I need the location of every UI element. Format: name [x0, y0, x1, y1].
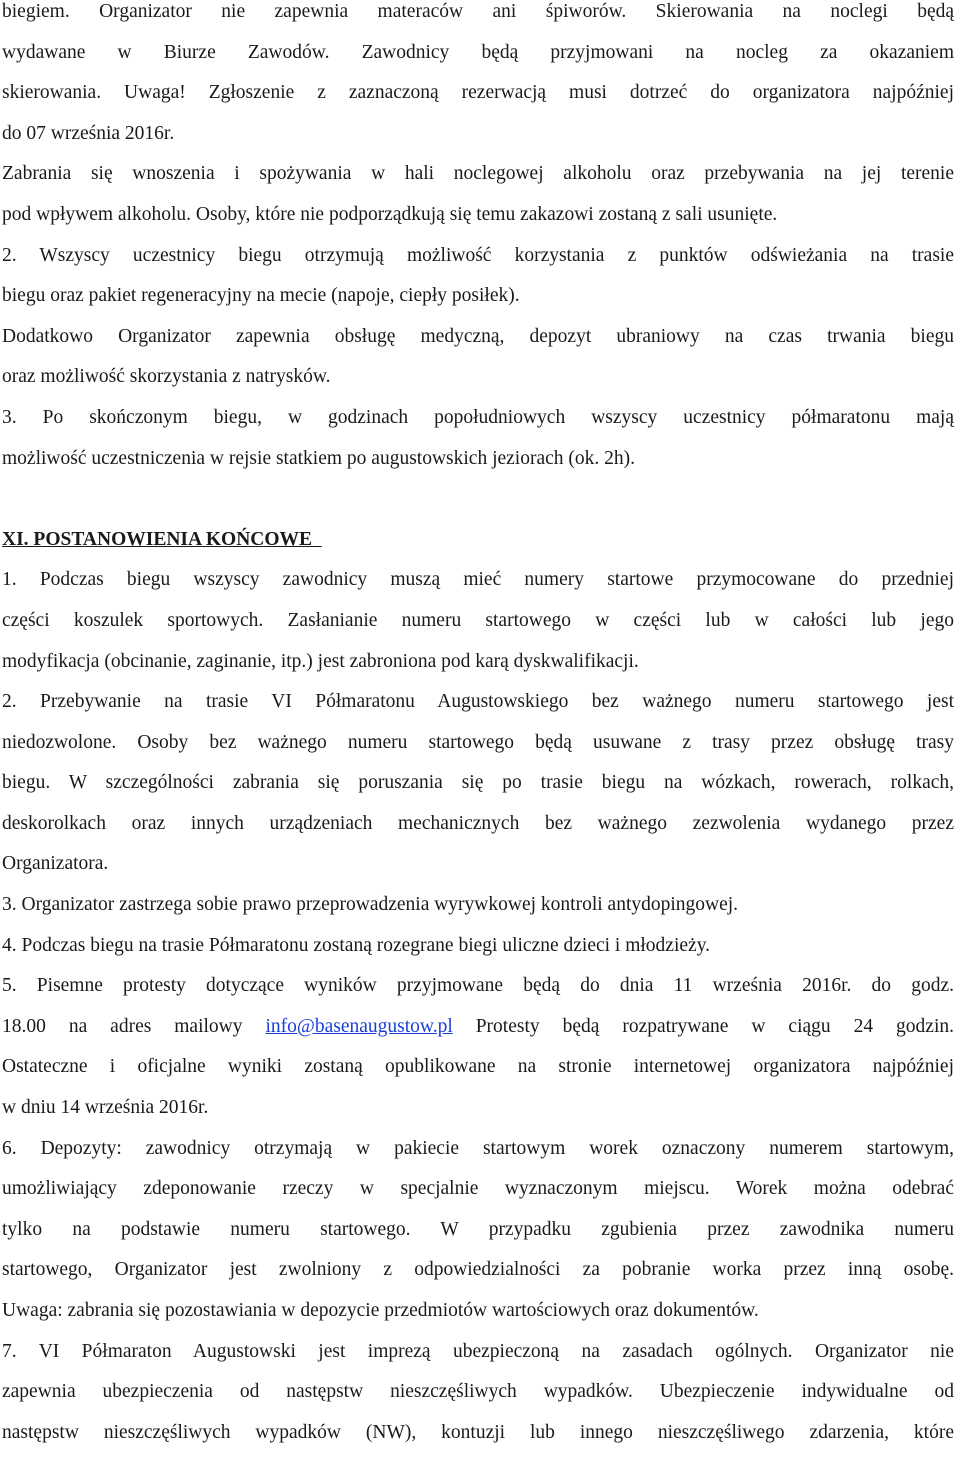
- text-line: Uwaga: zabrania się pozostawiania w depozycie przedmiotów wartościowych oraz dokumentów.: [2, 1300, 759, 1321]
- text-line: możliwość uczestniczenia w rejsie statkiem po augustowskich jeziorach (ok. 2h).: [2, 447, 636, 469]
- text-line: 2. Wszyscy uczestnicy biegu otrzymują możliwość korzystania z punktów odświeżania na trasie: [2, 244, 954, 266]
- text-line: 5. Pisemne protesty dotyczące wyników przyjmowane będą do dnia 11 września 2016r. do godz.: [2, 975, 954, 997]
- text-line: biegiem. Organizator nie zapewnia materaców ani śpiworów. Skierowania na noclegi będą: [2, 1, 954, 22]
- email-line: [2, 1007, 954, 1048]
- text-line: Dodatkowo Organizator zapewnia obsługę medyczną, depozyt ubraniowy na czas trwania biegu: [2, 325, 954, 347]
- text-line: następstw nieszczęśliwych wypadków (NW), kontuzji lub innego nieszczęśliwego zdarzenia, które: [2, 1421, 954, 1443]
- text-line: 3. Organizator zastrzega sobie prawo przeprowadzenia wyrywkowej kontroli antydopingowej.: [2, 894, 739, 916]
- text-line: startowego, Organizator jest zwolniony z odpowiedzialności za pobranie worka przez inną osobę.: [2, 1259, 954, 1281]
- text-line: Organizatora.: [2, 853, 109, 875]
- text-line: 2. Przebywanie na trasie VI Półmaratonu Augustowskiego bez ważnego numeru startowego jest: [2, 691, 954, 713]
- text-line: 1. Podczas biegu wszyscy zawodnicy muszą mieć numery startowe przymocowane do przedniej: [2, 569, 954, 591]
- text-line: części koszulek sportowych. Zasłanianie numeru startowego w części lub w całości lub jego: [2, 609, 954, 631]
- text-line: zapewnia ubezpieczenia od następstw nieszczęśliwych wypadków. Ubezpieczenie indywidualne od: [2, 1381, 954, 1403]
- section-xi-heading: XI. POSTANOWIENIA KOŃCOWE: [2, 528, 322, 550]
- email-line-before: 18.00 na adres mailowy: [2, 1015, 266, 1037]
- text-line: modyfikacja (obcinanie, zaginanie, itp.) jest zabroniona pod karą dyskwalifikacji.: [2, 650, 639, 672]
- text-line: 3. Po skończonym biegu, w godzinach popołudniowych wszyscy uczestnicy półmaratonu mają: [2, 406, 954, 428]
- section-xi-body: [2, 560, 954, 1007]
- text-line: 4. Podczas biegu na trasie Półmaratonu zostaną rozegrane biegi uliczne dzieci i młodzieży.: [2, 934, 711, 956]
- text-line: 7. VI Półmaraton Augustowski jest imprezą ubezpieczoną na zasadach ogólnych. Organizator nie: [2, 1340, 954, 1362]
- text-line: biegu. W szczególności zabrania się poruszania się po trasie biegu na wózkach, rowerach, rolkach,: [2, 772, 954, 794]
- text-line: niedozwolone. Osoby bez ważnego numeru startowego będą usuwane z trasy przez obsługę trasy: [2, 731, 954, 753]
- text-line: Zabrania się wnoszenia i spożywania w hali noclegowej alkoholu oraz przebywania na jej terenie: [2, 163, 954, 185]
- email-link[interactable]: info@basenaugustow.pl: [265, 1015, 453, 1037]
- text-line: w dniu 14 września 2016r.: [2, 1097, 209, 1119]
- section-x-continuation: [2, 0, 954, 479]
- text-line: skierowania. Uwaga! Zgłoszenie z zaznaczoną rezerwacją musi dotrzeć do organizatora najpóźniej: [2, 82, 954, 104]
- text-line: 6. Depozyty: zawodnicy otrzymają w pakiecie startowym worek oznaczony numerem startowym,: [2, 1137, 954, 1159]
- text-line: pod wpływem alkoholu. Osoby, które nie podporządkują się temu zakazowi zostaną z sali usunięte.: [2, 203, 778, 225]
- text-line: biegu oraz pakiet regeneracyjny na mecie (napoje, ciepły posiłek).: [2, 285, 520, 307]
- text-line: Ostateczne i oficjalne wyniki zostaną opublikowane na stronie internetowej organizatora najpóźniej: [2, 1056, 954, 1078]
- text-line: do 07 września 2016r.: [2, 122, 175, 144]
- document-page: [2, 0, 954, 1453]
- text-line: oraz możliwość skorzystania z natrysków.: [2, 366, 331, 388]
- text-line: wydawane w Biurze Zawodów. Zawodnicy będą przyjmowani na nocleg za okazaniem: [2, 41, 954, 63]
- text-line: tylko na podstawie numeru startowego. W przypadku zgubienia przez zawodnika numeru: [2, 1218, 954, 1240]
- email-line-after: Protesty będą rozpatrywane w ciągu 24 godzin.: [452, 1015, 955, 1037]
- text-line: deskorolkach oraz innych urządzeniach mechanicznych bez ważnego zezwolenia wydanego przez: [2, 812, 954, 834]
- section-xi-body-continued: [2, 1047, 954, 1453]
- text-line: umożliwiający zdeponowanie rzeczy w specjalnie wyznaczonym miejscu. Worek można odebrać: [2, 1178, 954, 1200]
